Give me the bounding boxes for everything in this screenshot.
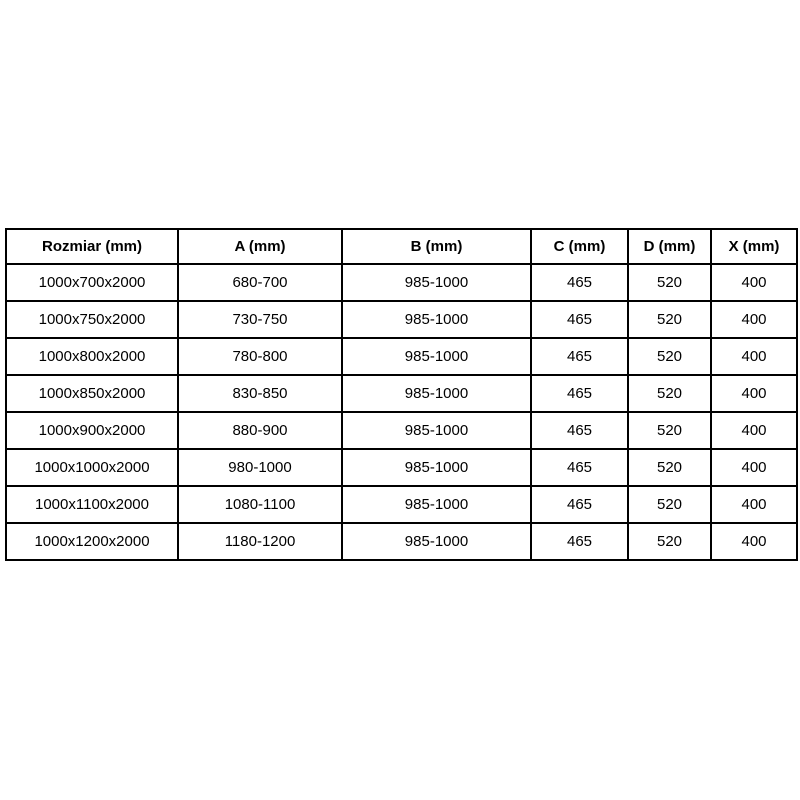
table-cell: 985-1000 (342, 375, 531, 412)
table-cell: 880-900 (178, 412, 342, 449)
table-cell: 465 (531, 338, 628, 375)
column-header: Rozmiar (mm) (6, 229, 178, 264)
size-table-container (5, 228, 796, 561)
table-cell: 780-800 (178, 338, 342, 375)
table-cell: 830-850 (178, 375, 342, 412)
table-cell: 1000x1100x2000 (6, 486, 178, 523)
table-cell: 985-1000 (342, 301, 531, 338)
table-row (6, 449, 797, 486)
header-row (6, 229, 797, 264)
table-cell: 465 (531, 412, 628, 449)
table-cell: 985-1000 (342, 338, 531, 375)
table-cell: 520 (628, 301, 711, 338)
table-row (6, 338, 797, 375)
table-cell: 680-700 (178, 264, 342, 301)
table-cell: 1080-1100 (178, 486, 342, 523)
table-cell: 730-750 (178, 301, 342, 338)
table-cell: 1000x900x2000 (6, 412, 178, 449)
table-cell: 1180-1200 (178, 523, 342, 560)
table-row (6, 301, 797, 338)
table-cell: 465 (531, 301, 628, 338)
table-cell: 400 (711, 338, 797, 375)
table-row (6, 375, 797, 412)
table-cell: 985-1000 (342, 523, 531, 560)
table-cell: 400 (711, 375, 797, 412)
table-cell: 520 (628, 449, 711, 486)
table-cell: 520 (628, 412, 711, 449)
table-cell: 400 (711, 449, 797, 486)
table-cell: 1000x1200x2000 (6, 523, 178, 560)
table-cell: 985-1000 (342, 449, 531, 486)
table-row (6, 412, 797, 449)
table-cell: 465 (531, 486, 628, 523)
column-header: D (mm) (628, 229, 711, 264)
table-cell: 520 (628, 523, 711, 560)
table-cell: 400 (711, 264, 797, 301)
table-cell: 985-1000 (342, 264, 531, 301)
table-cell: 985-1000 (342, 412, 531, 449)
table-cell: 400 (711, 301, 797, 338)
table-cell: 1000x800x2000 (6, 338, 178, 375)
table-cell: 520 (628, 375, 711, 412)
table-row (6, 486, 797, 523)
table-cell: 985-1000 (342, 486, 531, 523)
table-cell: 465 (531, 449, 628, 486)
column-header: X (mm) (711, 229, 797, 264)
table-cell: 1000x850x2000 (6, 375, 178, 412)
table-body (6, 264, 797, 560)
column-header: C (mm) (531, 229, 628, 264)
table-row (6, 523, 797, 560)
table-row (6, 264, 797, 301)
table-cell: 400 (711, 523, 797, 560)
size-table (5, 228, 798, 561)
table-cell: 1000x700x2000 (6, 264, 178, 301)
table-cell: 400 (711, 486, 797, 523)
table-cell: 520 (628, 338, 711, 375)
table-cell: 465 (531, 523, 628, 560)
column-header: B (mm) (342, 229, 531, 264)
table-cell: 1000x1000x2000 (6, 449, 178, 486)
table-cell: 520 (628, 264, 711, 301)
table-cell: 980-1000 (178, 449, 342, 486)
table-header (6, 229, 797, 264)
table-cell: 520 (628, 486, 711, 523)
table-cell: 1000x750x2000 (6, 301, 178, 338)
table-cell: 400 (711, 412, 797, 449)
table-cell: 465 (531, 264, 628, 301)
column-header: A (mm) (178, 229, 342, 264)
table-cell: 465 (531, 375, 628, 412)
